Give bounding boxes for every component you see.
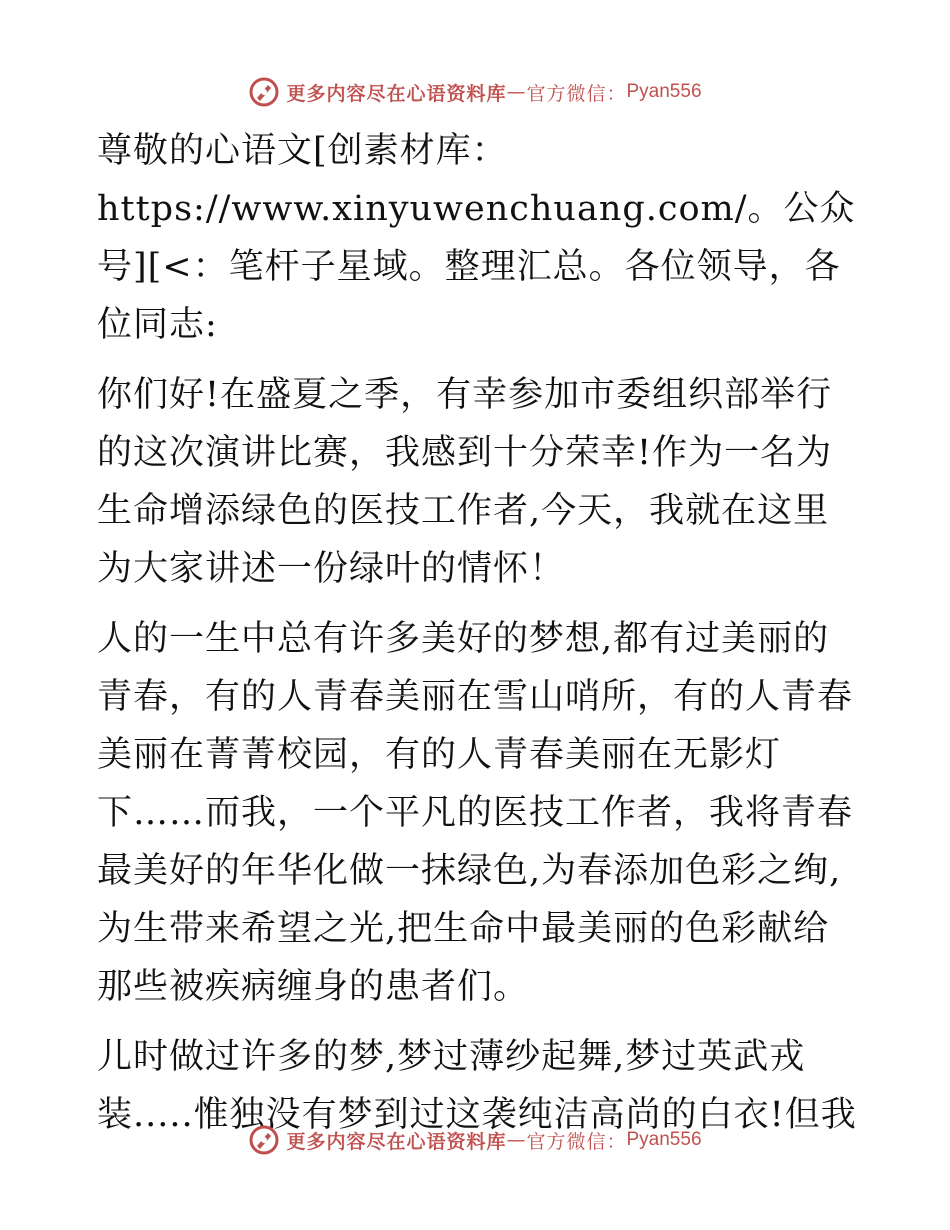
paragraph-greeting: 尊敬的心语文[创素材库：https://www.xinyuwenchuang.com/。公众号][<：笔杆子星域。整理汇总。各位领导，各位同志: xyxy=(97,131,856,345)
watermark-id: Pyan556 xyxy=(626,1129,702,1150)
watermark-main-text: 更多内容尽在心语资料库 xyxy=(286,82,507,105)
paragraph-childhood: 儿时做过许多的梦,梦过薄纱起舞,梦过英武戎装.....惟独没有梦到过这袭纯洁高尚的白衣!但我 xyxy=(97,1037,857,1135)
watermark-dash: — xyxy=(506,1129,527,1151)
watermark-banner-bottom xyxy=(0,1120,950,1160)
watermark-sub-text: 官方微信： xyxy=(526,82,627,105)
watermark-sub-text: 官方微信： xyxy=(526,1130,627,1153)
watermark-id: Pyan556 xyxy=(626,81,702,102)
watermark-dash: — xyxy=(506,81,527,103)
watermark-banner-top xyxy=(0,72,950,112)
document-body xyxy=(97,122,857,1156)
logo-icon xyxy=(248,1124,280,1156)
paragraph-intro: 你们好!在盛夏之季，有幸参加市委组织部举行的这次演讲比赛，我感到十分荣幸!作为一名为生命增添绿色的医技工作者,今天，我就在这里为大家讲述一份绿叶的情怀！ xyxy=(97,375,833,589)
paragraph-dream: 人的一生中总有许多美好的梦想,都有过美丽的青春，有的人青春美丽在雪山哨所，有的人青春美丽在菁菁校园，有的人青春美丽在无影灯下……而我，一个平凡的医技工作者，我将青春最美好的年华化做一抹绿色,为春添加色彩之绚,为生带来希望之光,把生命中最美丽的色彩献给那些被疾病缠身的患者们。 xyxy=(97,619,854,1007)
logo-icon xyxy=(248,76,280,108)
watermark-main-text: 更多内容尽在心语资料库 xyxy=(286,1130,507,1153)
